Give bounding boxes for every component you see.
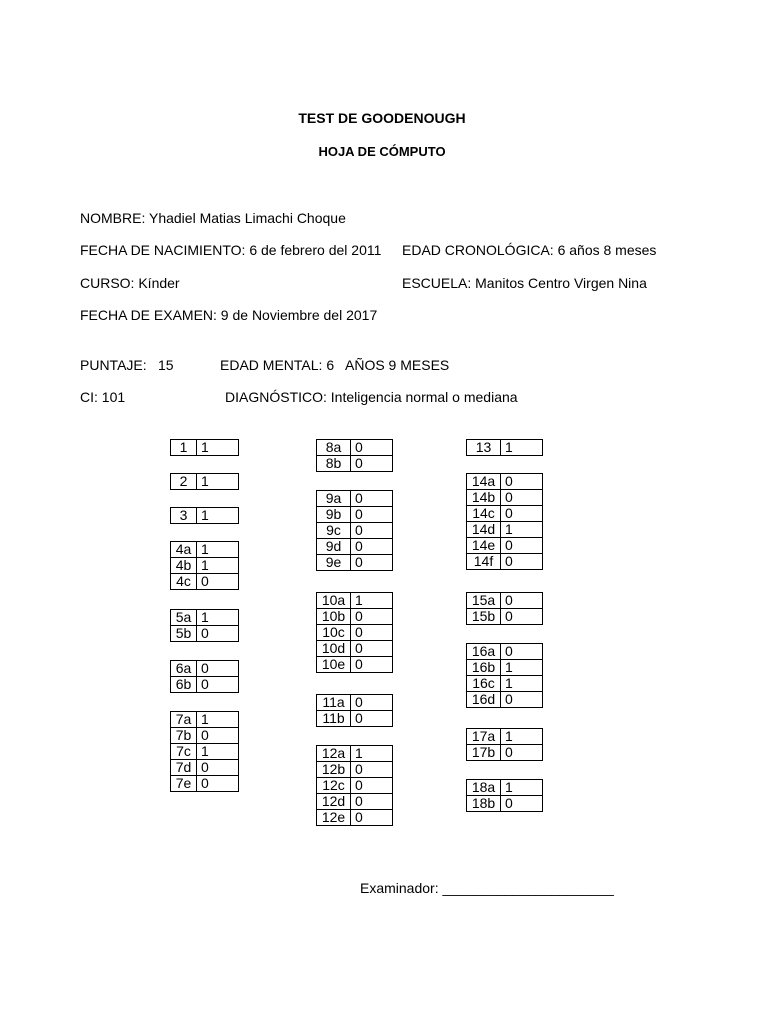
score-row [171, 542, 239, 558]
score-group [170, 660, 239, 693]
item-score: 1 [351, 746, 393, 762]
curso-field: CURSO: Kínder [80, 275, 180, 291]
score-row [317, 555, 393, 571]
score-group [466, 643, 543, 708]
item-score: 0 [501, 745, 543, 761]
item-code: 12e [317, 810, 351, 826]
item-code: 5b [171, 626, 197, 642]
score-row [317, 657, 393, 673]
item-code: 9a [317, 491, 351, 507]
score-row [467, 440, 543, 456]
item-code: 4b [171, 558, 197, 574]
score-row [317, 491, 393, 507]
item-code: 14e [467, 538, 501, 554]
item-code: 10b [317, 609, 351, 625]
item-code: 7a [171, 712, 197, 728]
score-group [170, 609, 239, 642]
item-score: 1 [197, 610, 239, 626]
score-row [467, 522, 543, 538]
fecha-examen-field: FECHA DE EXAMEN: 9 de Noviembre del 2017 [80, 307, 378, 323]
item-code: 14f [467, 554, 501, 570]
item-code: 10a [317, 593, 351, 609]
score-group [170, 541, 239, 590]
item-score: 0 [351, 539, 393, 555]
score-row [467, 676, 543, 692]
item-code: 12a [317, 746, 351, 762]
score-row [317, 593, 393, 609]
score-group [170, 439, 239, 456]
item-code: 16b [467, 660, 501, 676]
item-code: 10c [317, 625, 351, 641]
item-code: 16d [467, 692, 501, 708]
score-row [171, 776, 239, 792]
score-group [466, 728, 543, 761]
score-row [317, 794, 393, 810]
score-row [317, 762, 393, 778]
item-score: 1 [501, 676, 543, 692]
item-score: 0 [351, 762, 393, 778]
item-code: 6a [171, 661, 197, 677]
item-score: 0 [197, 728, 239, 744]
item-code: 14d [467, 522, 501, 538]
score-row [317, 440, 393, 456]
item-score: 0 [501, 692, 543, 708]
score-group [170, 711, 239, 792]
item-code: 17a [467, 729, 501, 745]
item-code: 7d [171, 760, 197, 776]
item-code: 7e [171, 776, 197, 792]
item-code: 8a [317, 440, 351, 456]
item-score: 0 [501, 593, 543, 609]
score-row [171, 677, 239, 693]
item-score: 0 [351, 810, 393, 826]
score-group [466, 473, 543, 570]
item-score: 0 [351, 609, 393, 625]
score-group [170, 507, 239, 524]
fecha-nacimiento-field: FECHA DE NACIMIENTO: 6 de febrero del 2011 [80, 242, 382, 258]
score-row [467, 692, 543, 708]
score-row [467, 780, 543, 796]
examinador-signature-line: Examinador: ______________________ [360, 880, 614, 896]
score-row [317, 746, 393, 762]
score-row [171, 626, 239, 642]
item-code: 9c [317, 523, 351, 539]
item-score: 0 [351, 657, 393, 673]
item-score: 1 [197, 744, 239, 760]
score-row [467, 593, 543, 609]
item-score: 0 [351, 440, 393, 456]
score-row [171, 558, 239, 574]
item-score: 1 [501, 660, 543, 676]
item-score: 0 [197, 776, 239, 792]
item-score: 0 [197, 677, 239, 693]
puntaje-value: 15 [158, 357, 174, 373]
item-score: 0 [197, 661, 239, 677]
score-row [467, 796, 543, 812]
score-row [171, 712, 239, 728]
item-code: 11b [317, 711, 351, 727]
item-code: 9e [317, 555, 351, 571]
item-code: 8b [317, 456, 351, 472]
score-group [316, 490, 393, 571]
item-score: 1 [501, 440, 543, 456]
item-code: 15b [467, 609, 501, 625]
item-code: 16a [467, 644, 501, 660]
item-code: 18b [467, 796, 501, 812]
item-score: 1 [197, 542, 239, 558]
item-score: 0 [197, 626, 239, 642]
score-row [467, 644, 543, 660]
score-row [317, 695, 393, 711]
item-code: 3 [171, 508, 197, 524]
score-row [467, 609, 543, 625]
item-score: 0 [501, 474, 543, 490]
score-row [171, 744, 239, 760]
item-score: 0 [501, 490, 543, 506]
item-code: 15a [467, 593, 501, 609]
item-code: 13 [467, 440, 501, 456]
item-score: 0 [351, 711, 393, 727]
item-code: 4c [171, 574, 197, 590]
item-code: 12d [317, 794, 351, 810]
score-row [317, 641, 393, 657]
item-code: 4a [171, 542, 197, 558]
score-row [171, 440, 239, 456]
score-row [317, 810, 393, 826]
item-score: 0 [197, 574, 239, 590]
score-row [171, 760, 239, 776]
item-score: 0 [351, 778, 393, 794]
item-code: 1 [171, 440, 197, 456]
diagnostico-field: DIAGNÓSTICO: Inteligencia normal o mediana [225, 389, 518, 405]
item-code: 12c [317, 778, 351, 794]
score-row [317, 625, 393, 641]
item-code: 10d [317, 641, 351, 657]
score-row [317, 507, 393, 523]
item-score: 1 [197, 712, 239, 728]
item-score: 0 [351, 456, 393, 472]
item-score: 1 [197, 474, 239, 490]
item-score: 0 [501, 506, 543, 522]
item-code: 18a [467, 780, 501, 796]
score-row [467, 506, 543, 522]
score-row [171, 661, 239, 677]
score-group [316, 592, 393, 673]
score-group [316, 745, 393, 826]
score-row [467, 745, 543, 761]
item-score: 0 [351, 491, 393, 507]
item-code: 17b [467, 745, 501, 761]
item-code: 12b [317, 762, 351, 778]
score-row [171, 574, 239, 590]
item-code: 6b [171, 677, 197, 693]
nombre-field: NOMBRE: Yhadiel Matias Limachi Choque [80, 210, 346, 226]
item-code: 11a [317, 695, 351, 711]
item-code: 14b [467, 490, 501, 506]
score-group [316, 439, 393, 472]
score-row [467, 554, 543, 570]
score-row [171, 728, 239, 744]
score-row [467, 660, 543, 676]
item-code: 7b [171, 728, 197, 744]
score-group [466, 439, 543, 456]
item-score: 0 [501, 644, 543, 660]
item-score: 1 [197, 440, 239, 456]
item-score: 1 [501, 522, 543, 538]
score-group [316, 694, 393, 727]
score-row [317, 711, 393, 727]
item-score: 0 [197, 760, 239, 776]
item-score: 0 [351, 507, 393, 523]
score-group [466, 779, 543, 812]
score-row [467, 474, 543, 490]
item-score: 0 [351, 695, 393, 711]
score-row [171, 508, 239, 524]
item-score: 1 [351, 593, 393, 609]
item-code: 14c [467, 506, 501, 522]
score-row [317, 539, 393, 555]
puntaje-label: PUNTAJE: [80, 357, 147, 373]
item-score: 0 [501, 554, 543, 570]
score-row [317, 523, 393, 539]
ci-field: CI: 101 [80, 389, 126, 405]
item-score: 0 [501, 796, 543, 812]
escuela-field: ESCUELA: Manitos Centro Virgen Nina [402, 275, 647, 291]
item-score: 1 [501, 729, 543, 745]
edad-mental-field: EDAD MENTAL: 6 AÑOS 9 MESES [220, 357, 450, 373]
score-row [171, 610, 239, 626]
score-group [170, 473, 239, 490]
item-score: 0 [501, 609, 543, 625]
page-subtitle: HOJA DE CÓMPUTO [318, 144, 446, 159]
score-row [317, 456, 393, 472]
item-score: 1 [197, 558, 239, 574]
item-code: 2 [171, 474, 197, 490]
item-code: 9b [317, 507, 351, 523]
item-score: 0 [501, 538, 543, 554]
item-code: 7c [171, 744, 197, 760]
item-code: 9d [317, 539, 351, 555]
item-code: 16c [467, 676, 501, 692]
edad-cronologica-field: EDAD CRONOLÓGICA: 6 años 8 meses [402, 242, 657, 258]
score-row [317, 609, 393, 625]
item-score: 0 [351, 523, 393, 539]
item-code: 14a [467, 474, 501, 490]
score-row [467, 538, 543, 554]
score-group [466, 592, 543, 625]
score-row [317, 778, 393, 794]
item-score: 0 [351, 625, 393, 641]
item-score: 0 [351, 641, 393, 657]
score-row [467, 490, 543, 506]
score-row [467, 729, 543, 745]
item-code: 5a [171, 610, 197, 626]
item-score: 1 [501, 780, 543, 796]
item-score: 0 [351, 794, 393, 810]
page-title: TEST DE GOODENOUGH [298, 110, 466, 126]
item-code: 10e [317, 657, 351, 673]
score-row [171, 474, 239, 490]
item-score: 1 [197, 508, 239, 524]
item-score: 0 [351, 555, 393, 571]
